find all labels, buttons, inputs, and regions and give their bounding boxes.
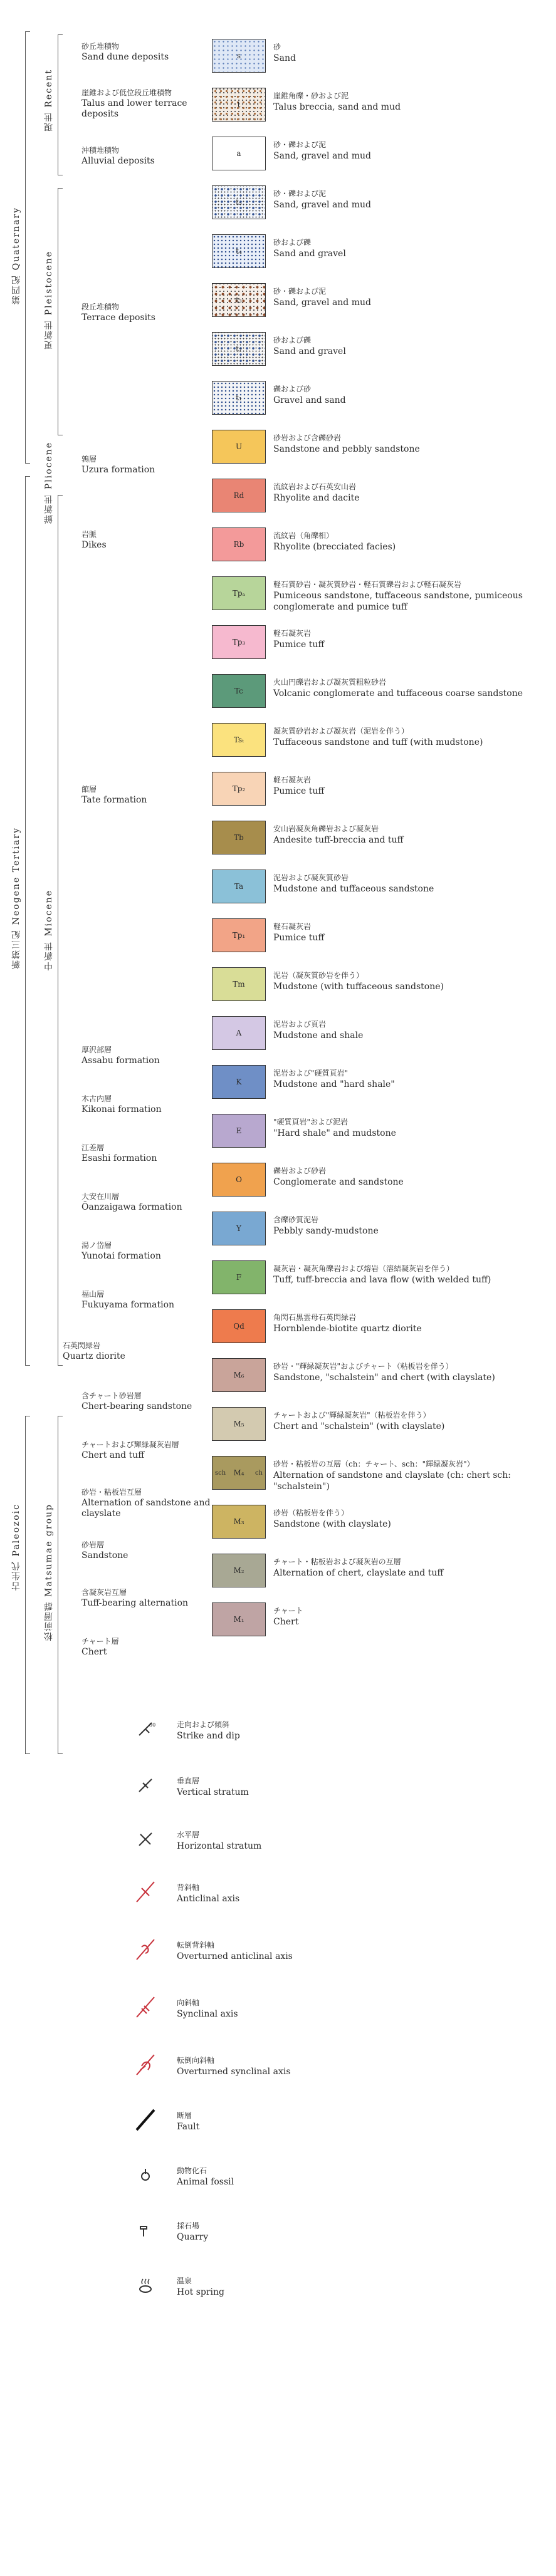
unit-description-en: Chert (273, 1617, 299, 1627)
unit-description-en: Sandstone (with clayslate) (273, 1519, 391, 1529)
unit-description (273, 677, 549, 699)
formation-dikes: 岩脈 Dikes (81, 530, 107, 550)
unit-description (273, 481, 549, 504)
unit-swatch (212, 185, 266, 219)
unit-code: Tm (233, 980, 245, 989)
unit-description (273, 1556, 549, 1579)
unit-description-ja: 泥岩および凝灰質砂岩 (273, 873, 349, 882)
unit-description (273, 1165, 549, 1188)
era-matsumae-group: 松前層群 Matsumae group (44, 1504, 54, 1641)
unit-description-ja: 砂・礫および泥 (273, 140, 327, 149)
era-pliocene: 鮮新世 Pliocene (44, 442, 54, 524)
unit-description-en: Hornblende-biotite quartz diorite (273, 1324, 422, 1334)
unit-code: a (236, 149, 241, 158)
unit-code: Rb (233, 540, 244, 549)
unit-description-en: Sandstone and pebbly sandstone (273, 444, 420, 454)
unit-description-ja: 砂岩・"輝緑凝灰岩"およびチャート（粘板岩を伴う） (273, 1362, 453, 1371)
unit-swatch (212, 1114, 266, 1148)
unit-swatch (212, 1358, 266, 1392)
unit-description (273, 1361, 549, 1383)
unit-description (273, 335, 549, 357)
unit-description (273, 970, 549, 992)
unit-swatch (212, 1456, 266, 1490)
unit-description-ja: 砂岩（粘板岩を伴う） (273, 1509, 349, 1517)
unit-description-ja: 含礫砂質泥岩 (273, 1215, 319, 1224)
unit-swatch (212, 576, 266, 610)
unit-description (273, 286, 549, 308)
era-pleistocene: 更新世 Pleistocene (44, 251, 54, 350)
unit-code: t₁ (236, 393, 242, 402)
unit-description-ja: 泥岩および頁岩 (273, 1020, 327, 1029)
unit-description (273, 1507, 549, 1530)
unit-swatch (212, 1407, 266, 1441)
unit-description-ja: チャート (273, 1606, 303, 1615)
unit-description-en: Talus breccia, sand and mud (273, 102, 401, 112)
unit-code: O (236, 1175, 242, 1184)
unit-code: Tpₐ (232, 589, 246, 598)
unit-code: t (237, 100, 241, 109)
unit-code: Tb (234, 833, 244, 842)
bracket-quaternary (25, 31, 26, 464)
unit-code: t₂ (236, 345, 242, 353)
unit-description (273, 774, 549, 797)
unit-swatch (212, 479, 266, 512)
strike-dip-icon (133, 1716, 158, 1742)
unit-code: E (236, 1126, 242, 1135)
unit-description-en: Alternation of chert, clayslate and tuff (273, 1568, 444, 1578)
unit-description (273, 1263, 549, 1285)
unit-description-ja: 流紋岩（角礫相） (273, 531, 334, 540)
unit-description-en: Tuff, tuff-breccia and lava flow (with welded tuff) (273, 1275, 491, 1285)
unit-swatch (212, 918, 266, 952)
formation-esashi: 江差層 Esashi formation (81, 1143, 157, 1163)
formation-oanzaigawa: 大安在川層 Ōanzaigawa formation (81, 1192, 182, 1212)
unit-swatch (212, 1016, 266, 1050)
unit-description-en: Andesite tuff-breccia and tuff (273, 835, 404, 845)
era-quaternary: 第四紀 Quaternary (11, 207, 21, 304)
unit-description-ja: 流紋岩および石英安山岩 (273, 482, 357, 491)
unit-description-ja: 角閃石黒雲母石英閃緑岩 (273, 1313, 357, 1322)
unit-description-ja: 軽石凝灰岩 (273, 922, 312, 931)
formation-tate: 館層 Tate formation (81, 785, 147, 805)
formation-assabu: 厚沢部層 Assabu formation (81, 1046, 160, 1066)
unit-swatch (212, 1505, 266, 1539)
formation-chert-bearing-sandstone: 含チャート砂岩層 Chert-bearing sandstone (81, 1391, 192, 1411)
unit-code: U (235, 442, 243, 451)
unit-description-en: Chert and "schalstein" (with clayslate) (273, 1421, 445, 1431)
unit-code: Qd (233, 1322, 244, 1331)
unit-description-ja: 軽石質砂岩・凝灰質砂岩・軽石質礫岩および軽石凝灰岩 (273, 580, 462, 589)
unit-swatch (212, 88, 266, 122)
formation-alternation: 砂岩・粘板岩互層 Alternation of sandstone and clayslate (81, 1488, 211, 1519)
vertical-stratum-icon (133, 1773, 158, 1798)
unit-description-en: Gravel and sand (273, 395, 346, 405)
unit-description-en: Sand, gravel and mud (273, 151, 371, 161)
unit-code: F (236, 1273, 242, 1282)
overturned-synclinal-axis-icon (133, 2052, 158, 2077)
formation-tuff-bearing-alternation: 含凝灰岩互層 Tuff-bearing alternation (81, 1588, 189, 1608)
unit-description-en: Mudstone (with tuffaceous sandstone) (273, 982, 444, 992)
unit-code: Ta (234, 882, 244, 891)
unit-subcode-left: sch (215, 1469, 226, 1477)
unit-description-ja: 凝灰質砂岩および凝灰岩（泥岩を伴う） (273, 727, 409, 735)
unit-description-en: Sandstone, "schalstein" and chert (with clayslate) (273, 1373, 495, 1383)
unit-description-en: Sand and gravel (273, 346, 346, 356)
unit-description (273, 1214, 549, 1237)
unit-swatch (212, 772, 266, 806)
unit-swatch (212, 723, 266, 757)
formation-talus: 崖錐および低位段丘堆積物 Talus and lower terrace deposits (81, 88, 187, 119)
horizontal-stratum-icon (133, 1827, 158, 1852)
unit-description-ja: 砂・礫および泥 (273, 189, 327, 198)
unit-description-en: Sand (273, 53, 296, 63)
unit-description (273, 1458, 549, 1492)
synclinal-axis-icon (133, 1995, 158, 2020)
era-paleozoic: 古生代 Paleozoic (11, 1504, 21, 1591)
unit-code: A (236, 1029, 242, 1037)
overturned-anticlinal-axis-icon (133, 1937, 158, 1962)
unit-description-en: Mudstone and "hard shale" (273, 1079, 395, 1089)
unit-description-en: Rhyolite (brecciated facies) (273, 542, 396, 552)
unit-swatch (212, 381, 266, 415)
formation-sandstone: 砂岩層 Sandstone (81, 1540, 129, 1561)
unit-code: Y (236, 1224, 241, 1233)
unit-code: Rd (233, 491, 244, 500)
unit-description-ja: 凝灰岩・凝灰角礫岩および熔岩（溶結凝灰岩を伴う） (273, 1264, 454, 1273)
unit-swatch (212, 332, 266, 366)
unit-swatch (212, 625, 266, 659)
unit-swatch (212, 1260, 266, 1294)
unit-description-ja: チャート・粘板岩および凝灰岩の互層 (273, 1557, 401, 1566)
fault-icon (133, 2107, 158, 2132)
era-recent: 現世 Recent (44, 69, 54, 132)
unit-description-ja: 礫岩および砂岩 (273, 1166, 327, 1175)
unit-code: M₅ (233, 1420, 244, 1428)
quarry-icon (133, 2218, 158, 2243)
unit-description-ja: 軽石凝灰岩 (273, 629, 312, 638)
formation-quartz-diorite: 石英閃緑岩 Quartz diorite (63, 1341, 125, 1361)
unit-code: M₁ (233, 1615, 244, 1624)
unit-description-ja: 砂および礫 (273, 238, 312, 247)
unit-description-ja: 礫および砂 (273, 385, 312, 393)
unit-description (273, 383, 549, 406)
unit-swatch (212, 1554, 266, 1587)
unit-description-ja: 崖錐角礫・砂および泥 (273, 91, 349, 100)
unit-description-en: Pumice tuff (273, 640, 325, 650)
unit-description-en: Volcanic conglomerate and tuffaceous coarse sandstone (273, 688, 523, 699)
unit-code: M₃ (233, 1517, 244, 1526)
unit-code: M₂ (233, 1566, 244, 1575)
unit-description-en: Tuffaceous sandstone and tuff (with mudstone) (273, 737, 483, 747)
unit-description (273, 1410, 549, 1432)
era-neogene: 新第三紀 Neogene Tertiary (11, 827, 21, 969)
unit-description-en: Rhyolite and dacite (273, 493, 360, 503)
unit-description-en: Pumice tuff (273, 786, 325, 796)
formation-uzura: 鶉層 Uzura formation (81, 455, 155, 475)
formation-chert-and-tuff: チャートおよび輝緑凝灰岩層 Chert and tuff (81, 1440, 179, 1460)
unit-description (273, 921, 549, 943)
bracket-paleozoic (25, 1416, 26, 1754)
unit-description (273, 41, 549, 64)
unit-description (273, 579, 549, 613)
formation-alluvial: 沖積堆積物 Alluvial deposits (81, 146, 155, 166)
unit-code: Tsₜ (233, 735, 244, 744)
formation-terrace: 段丘堆積物 Terrace deposits (81, 303, 155, 323)
unit-subcode-right: ch (254, 1469, 263, 1477)
formation-fukuyama: 福山層 Fukuyama formation (81, 1290, 175, 1310)
unit-description-ja: 泥岩（凝灰質砂岩を伴う） (273, 971, 364, 980)
unit-description (273, 530, 549, 553)
unit-code: K (236, 1078, 242, 1086)
unit-code: t₃ (236, 296, 242, 304)
unit-swatch (212, 527, 266, 561)
unit-swatch (212, 1163, 266, 1197)
unit-description-en: "Hard shale" and mudstone (273, 1128, 396, 1138)
unit-swatch (212, 1309, 266, 1343)
unit-code: s (236, 51, 241, 60)
unit-code: M₄ (233, 1468, 244, 1477)
unit-description (273, 1067, 549, 1090)
unit-description-ja: 泥岩および"硬質頁岩" (273, 1069, 349, 1078)
unit-swatch (212, 1065, 266, 1099)
unit-description-ja: 火山円礫岩および凝灰質粗粒砂岩 (273, 678, 387, 687)
formation-chert: チャート層 Chert (81, 1637, 119, 1657)
unit-description-en: Pumice tuff (273, 933, 325, 943)
unit-description (273, 1019, 549, 1041)
unit-swatch (212, 430, 266, 464)
unit-swatch (212, 1602, 266, 1636)
unit-description-en: Sand, gravel and mud (273, 298, 371, 308)
unit-description-en: Mudstone and shale (273, 1031, 364, 1041)
unit-description-en: Sand, gravel and mud (273, 200, 371, 210)
formation-sand-dune: 砂丘堆積物 Sand dune deposits (81, 42, 169, 62)
unit-description-ja: 砂 (273, 43, 281, 51)
unit-code: Tp₃ (232, 638, 246, 647)
unit-swatch (212, 674, 266, 708)
unit-description-ja: 砂岩・粘板岩の互層（ch：チャート、sch："輝緑凝灰岩"） (273, 1460, 475, 1468)
unit-description-ja: 砂岩および含礫砂岩 (273, 434, 342, 442)
unit-description-en: Pumiceous sandstone, tuffaceous sandstone, pumiceous conglomerate and pumice tuff (273, 591, 523, 612)
bracket-neogene (25, 476, 26, 1366)
unit-swatch (212, 234, 266, 268)
unit-description (273, 1116, 549, 1139)
unit-description (273, 237, 549, 259)
unit-description (273, 1312, 549, 1334)
unit-swatch (212, 821, 266, 854)
unit-description-ja: チャートおよび"輝緑凝灰岩"（粘板岩を伴う） (273, 1411, 431, 1420)
unit-swatch (212, 39, 266, 73)
unit-code: t₄ (236, 247, 242, 256)
unit-description (273, 628, 549, 650)
animal-fossil-icon (133, 2163, 158, 2188)
unit-swatch (212, 283, 266, 317)
anticlinal-axis-icon (133, 1879, 158, 1904)
unit-swatch (212, 137, 266, 170)
unit-description (273, 188, 549, 210)
formation-yunotai: 湯ノ岱層 Yunotai formation (81, 1241, 161, 1261)
unit-swatch (212, 967, 266, 1001)
unit-description (273, 90, 549, 113)
unit-code: Tp₂ (232, 784, 246, 793)
era-miocene: 中新世 Miocene (44, 890, 54, 971)
unit-description-ja: 軽石凝灰岩 (273, 776, 312, 784)
formation-kikonai: 木古内層 Kikonai formation (81, 1094, 162, 1114)
unit-code: M₆ (233, 1371, 244, 1379)
unit-description-en: Sand and gravel (273, 249, 346, 259)
unit-description (273, 725, 549, 748)
unit-swatch (212, 870, 266, 903)
unit-description (273, 872, 549, 895)
unit-description-ja: 砂・礫および泥 (273, 287, 327, 296)
unit-description-en: Alternation of sandstone and clayslate (ch: chert sch: "schalstein") (273, 1470, 511, 1492)
unit-code: Tc (234, 687, 243, 695)
unit-description-en: Mudstone and tuffaceous sandstone (273, 884, 434, 894)
unit-description-ja: "硬質頁岩"および泥岩 (273, 1118, 349, 1126)
svg-text:30: 30 (149, 1722, 156, 1728)
hot-spring-icon (133, 2273, 158, 2298)
unit-code: Tp₁ (232, 931, 246, 940)
unit-code: t₅ (236, 198, 242, 207)
unit-description-ja: 砂および礫 (273, 336, 312, 345)
unit-description (273, 1605, 549, 1628)
unit-description (273, 432, 549, 455)
unit-description (273, 823, 549, 846)
unit-swatch (212, 1212, 266, 1245)
unit-description-en: Pebbly sandy-mudstone (273, 1226, 379, 1236)
unit-description-en: Conglomerate and sandstone (273, 1177, 404, 1187)
unit-description (273, 139, 549, 162)
unit-description-ja: 安山岩凝灰角礫岩および凝灰岩 (273, 824, 379, 833)
